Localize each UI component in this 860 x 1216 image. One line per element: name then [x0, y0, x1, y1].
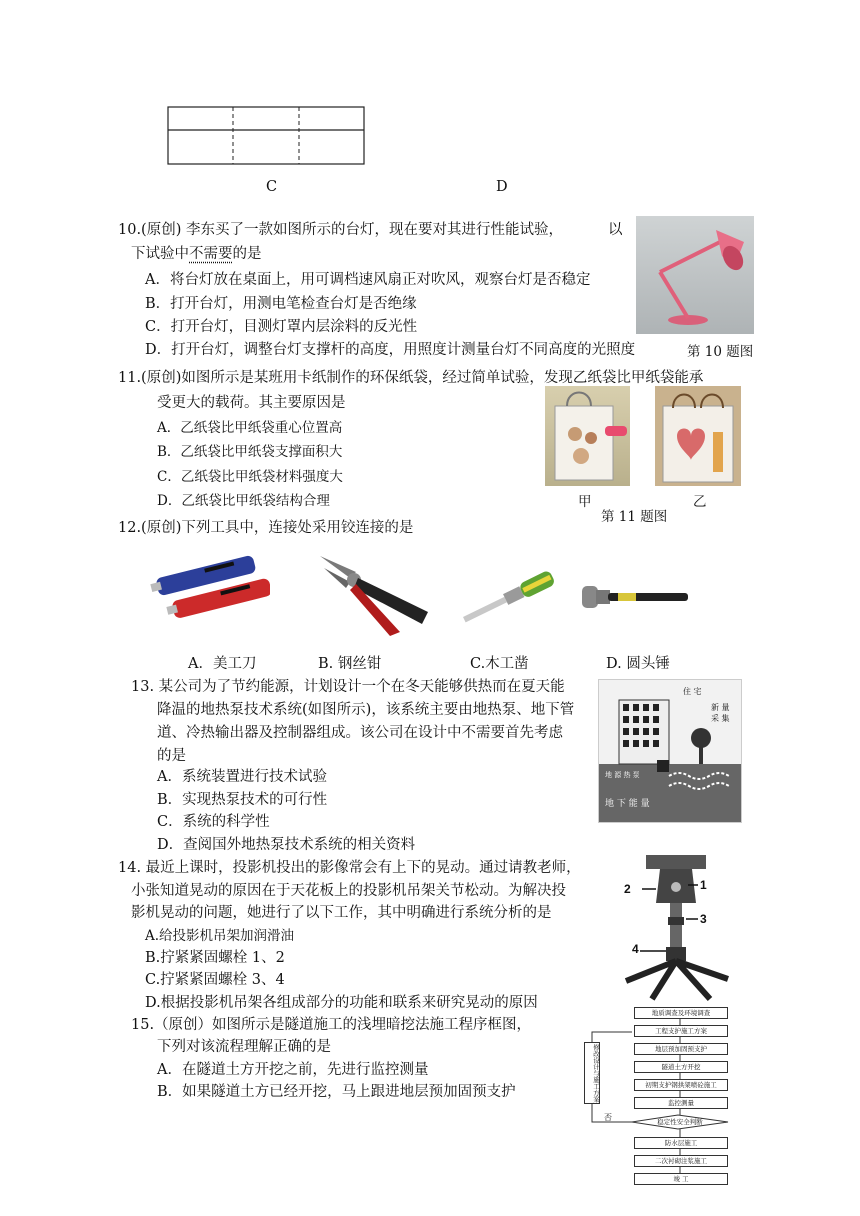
- q13-option-d: D．查阅国外地热泵技术系统的相关资料: [157, 837, 416, 853]
- flow-box-10: 竣 工: [634, 1173, 728, 1185]
- flow-box-8: 防水层施工: [634, 1137, 728, 1149]
- flow-box-1: 地质调查及环境调查: [634, 1007, 728, 1019]
- bag-jia-photo: [545, 386, 630, 486]
- q14-option-b: B.拧紧紧固螺栓 1、2: [145, 950, 285, 966]
- flow-box-2: 工程支护施工方案: [634, 1025, 728, 1037]
- mount-label-1: 1: [700, 878, 707, 892]
- geo-label-pump: 地 源 热 泵: [605, 771, 640, 779]
- q15-stem-line2: 下列对该流程理解正确的是: [157, 1039, 331, 1055]
- mount-label-3: 3: [700, 912, 707, 926]
- q10-caption: 第 10 题图: [687, 344, 754, 360]
- label-yi: 乙: [693, 494, 707, 510]
- q13-stem-line3: 道、冷热输出器及控制器组成。该公司在设计中不需要首先考虑: [157, 725, 563, 741]
- geo-label-building: 住 宅: [683, 687, 702, 696]
- q11-caption: 第 11 题图: [601, 509, 668, 525]
- q10-option-d: D．打开台灯，调整台灯支撑杆的高度，用照度计测量台灯不同高度的光照度: [145, 342, 636, 358]
- flow-box-6: 监控测量: [634, 1097, 728, 1109]
- desk-lamp-icon: [636, 216, 754, 334]
- q14-stem-line2: 小张知道晃动的原因在于天花板上的投影机吊架关节松动。为解决投: [131, 883, 566, 899]
- q13-option-b: B．实现热泵技术的可行性: [157, 792, 328, 808]
- mount-label-2: 2: [624, 882, 631, 896]
- flow-box-5: 初期支护钢拱架喷砼施工: [634, 1079, 728, 1091]
- q13-option-c: C．系统的科学性: [157, 814, 270, 830]
- q12-option-d: D. 圆头锤: [606, 656, 670, 672]
- q11-stem-line1: 11.(原创)如图所示是某班用卡纸制作的环保纸袋，经过简单试验，发现乙纸袋比甲纸袋能承: [118, 370, 704, 386]
- q13-stem-line2: 降温的地热泵技术系统(如图所示)，该系统主要由地热泵、地下管: [157, 702, 575, 718]
- q12-option-a: A．美工刀: [188, 656, 257, 672]
- figure-c-box: [167, 106, 367, 166]
- q14-option-d: D.根据投影机吊架各组成部分的功能和联系来研究晃动的原因: [145, 995, 538, 1011]
- q12-option-c: C.木工凿: [470, 656, 529, 672]
- label-d: D: [496, 179, 508, 195]
- q11-option-a: A．乙纸袋比甲纸袋重心位置高: [157, 420, 343, 436]
- bag-yi-photo: [655, 386, 741, 486]
- q10-post: 的是: [232, 246, 262, 262]
- flow-box-3: 地层预加固预支护: [634, 1043, 728, 1055]
- flow-side-box: 修改设计与施工方案: [584, 1042, 600, 1104]
- q14-option-a: A.给投影机吊架加润滑油: [145, 928, 295, 944]
- label-jia: 甲: [578, 494, 592, 510]
- geo-label-ground: 地 下 能 量: [605, 799, 650, 809]
- q13-stem-line1: 13. 某公司为了节约能源，计划设计一个在冬天能够供热而在夏天能: [131, 679, 565, 695]
- mount-label-4: 4: [632, 942, 639, 956]
- flow-box-9: 二次衬砌注浆施工: [634, 1155, 728, 1167]
- wood-chisel-icon: [452, 560, 562, 640]
- ball-peen-hammer-icon: [578, 578, 693, 618]
- q11-option-d: D．乙纸袋比甲纸袋结构合理: [157, 493, 330, 509]
- pliers-icon: [310, 548, 440, 636]
- q10-stem-line2: [131, 244, 262, 264]
- geo-label-right: 新 量 采 集: [711, 703, 730, 723]
- q14-option-c: C.拧紧紧固螺栓 3、4: [145, 972, 285, 988]
- q12-option-b: B. 钢丝钳: [318, 656, 382, 672]
- q11-option-b: B．乙纸袋比甲纸袋支撑面积大: [157, 444, 343, 460]
- paper-bag-jia-icon: [545, 386, 630, 486]
- q10-option-c: C．打开台灯，目测灯罩内层涂料的反光性: [145, 319, 418, 335]
- q10-option-b: B．打开台灯，用测电笔检查台灯是否绝缘: [145, 296, 417, 312]
- geothermal-diagram: [598, 679, 742, 823]
- q10-stem-line1: 10.(原创) 李东买了一款如图所示的台灯，现在要对其进行性能试验，: [118, 222, 563, 238]
- q14-stem-line3: 影机晃动的问题，她进行了以下工作，其中明确进行系统分析的是: [131, 905, 552, 921]
- flow-box-4: 隧道土方开挖: [634, 1061, 728, 1073]
- flow-decision: 稳定性安全判断: [657, 1118, 703, 1126]
- q15-stem-line1: 15.（原创）如图所示是隧道施工的浅埋暗挖法施工程序框图，: [131, 1017, 532, 1033]
- paper-bag-yi-icon: [655, 386, 741, 486]
- q13-stem-line4: 的是: [157, 748, 186, 764]
- desk-lamp-photo: [636, 216, 754, 334]
- q15-option-b: B．如果隧道土方已经开挖，马上跟进地层预加固预支护: [157, 1084, 516, 1100]
- q10-stem-line1-tail: 以: [608, 222, 623, 238]
- projector-mount-icon: [612, 855, 742, 1005]
- q10-emphasis: 不需要: [189, 246, 233, 262]
- q12-stem: 12.(原创)下列工具中，连接处采用铰连接的是: [118, 520, 414, 536]
- q13-option-a: A．系统装置进行技术试验: [157, 769, 327, 785]
- q11-stem-line2: 受更大的载荷。其主要原因是: [157, 395, 346, 411]
- q14-stem-line1: 14. 最近上课时，投影机投出的影像常会有上下的晃动。通过请教老师，: [118, 860, 581, 876]
- q15-option-a: A．在隧道土方开挖之前，先进行监控测量: [157, 1062, 429, 1078]
- q10-option-a: A．将台灯放在桌面上，用可调档速风扇正对吹风，观察台灯是否稳定: [145, 272, 591, 288]
- utility-knife-icon: [150, 552, 270, 632]
- q10-pre: 下试验中: [131, 246, 189, 262]
- label-c: C: [266, 179, 278, 195]
- flow-no-label: 否: [604, 1113, 612, 1122]
- q11-option-c: C．乙纸袋比甲纸袋材料强度大: [157, 469, 343, 485]
